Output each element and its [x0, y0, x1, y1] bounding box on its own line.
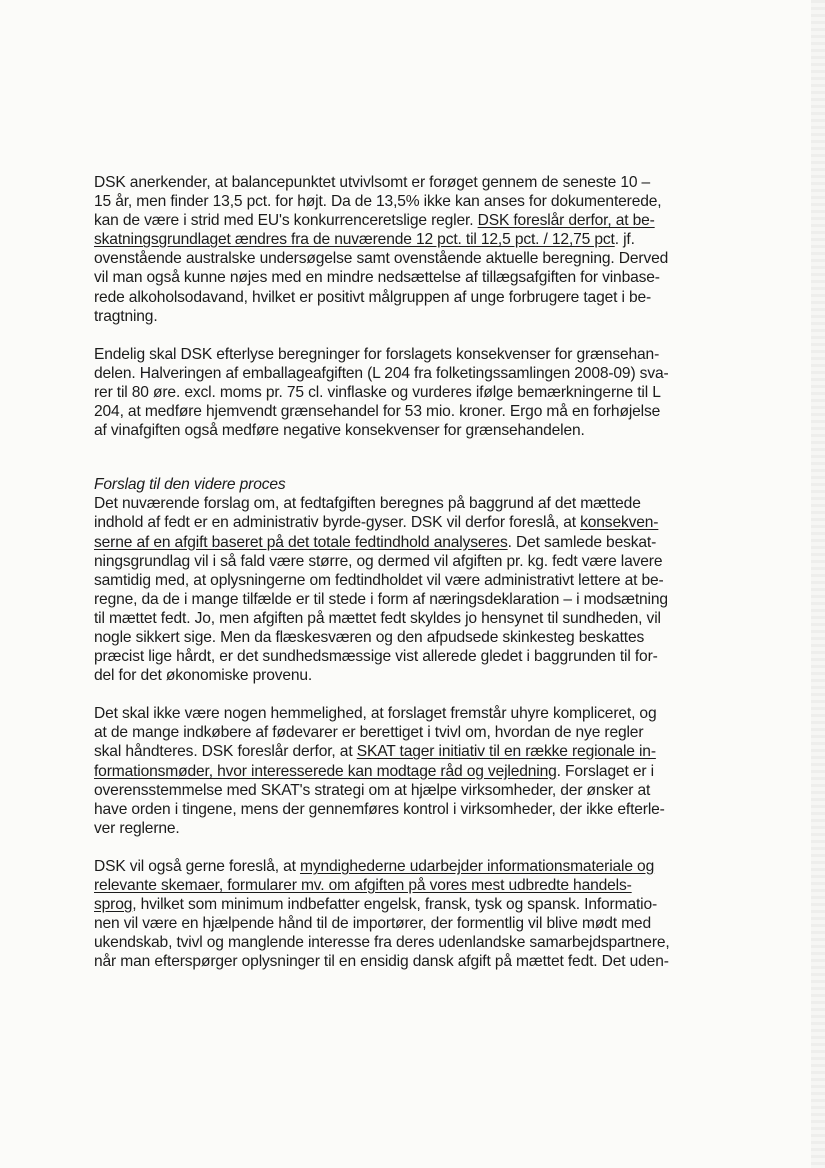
text-segment: , hvilket som minimum indbefatter engelsk, fransk, tysk og spansk. Informatio-	[132, 896, 658, 914]
text-segment: indhold af fedt er en administrativ byrde-gyser. DSK vil derfor foreslå, at	[94, 514, 581, 532]
text-segment: ningsgrundlag vil i så fald være større, og dermed vil afgiften pr. kg. fedt være lavere	[94, 552, 663, 570]
text-line	[94, 571, 689, 590]
text-segment: at de mange indkøbere af fødevarer er berettiget i tvivl om, hvordan de nye regler	[94, 724, 644, 742]
text-line	[94, 952, 689, 971]
text-segment: overensstemmelse med SKAT's strategi om at hjælpe virksomheder, der ønsker at	[94, 781, 651, 799]
text-segment: DSK anerkender, at balancepunktet utvivlsomt er forøget gennem de seneste 10 –	[94, 174, 651, 191]
text-line	[94, 666, 689, 685]
text-line	[94, 268, 689, 287]
underlined-text: SKAT tager initiativ til en række regionale in-	[356, 743, 656, 761]
text-segment: . Det samlede beskat-	[507, 533, 657, 551]
text-segment: 15 år, men finder 13,5 pct. for højt. Da de 13,5% ikke kan anses for dokumenterede,	[94, 193, 662, 211]
text-segment: Endelig skal DSK efterlyse beregninger for forslagets konsekvenser for grænsehan-	[94, 345, 660, 363]
text-segment: delen. Halveringen af emballageafgiften (L 204 fra folketingssamlingen 2008-09) sva-	[94, 364, 669, 382]
text-line	[94, 723, 689, 742]
text-segment: vil man også kunne nøjes med en mindre nedsættelse af tillægsafgiften for vinbase-	[94, 269, 660, 287]
paragraph-p4	[94, 704, 689, 838]
text-line	[94, 421, 689, 440]
underlined-text: DSK foreslår derfor, at be-	[477, 212, 655, 230]
text-line	[94, 647, 689, 666]
text-segment: Det skal ikke være nogen hemmelighed, at forslaget fremstår uhyre kompliceret, og	[94, 705, 657, 723]
text-line	[94, 914, 689, 933]
text-segment: skal håndteres. DSK foreslår derfor, at	[94, 743, 357, 761]
underlined-text: formationsmøder, hvor interesserede kan modtage råd og vejledning	[94, 762, 557, 780]
text-segment: af vinafgiften også medføre negative konsekvenser for grænsehandelen.	[94, 422, 585, 440]
text-line	[94, 628, 689, 647]
paragraph-p2	[94, 345, 689, 440]
underlined-text: relevante skemaer, formularer mv. om afgiften på vores mest udbredte handels-	[94, 877, 632, 894]
text-line	[94, 609, 689, 628]
text-line	[94, 895, 689, 914]
text-line	[94, 933, 689, 952]
text-segment: rede alkoholsodavand, hvilket er positivt målgruppen af unge forbrugere taget i be-	[94, 288, 652, 306]
text-line	[94, 590, 689, 609]
text-line	[94, 857, 689, 876]
document-body	[94, 173, 689, 990]
text-line	[94, 742, 689, 761]
text-line	[94, 402, 689, 421]
text-segment: nen vil være en hjælpende hånd til de importører, der formentlig vil blive mødt med	[94, 915, 651, 933]
text-line	[94, 345, 689, 364]
text-segment: del for det økonomiske provenu.	[94, 667, 313, 685]
text-segment: regne, da de i mange tilfælde er til stede i form af næringsdeklaration – i modsætning	[94, 590, 668, 608]
text-line	[94, 876, 689, 895]
text-segment: . Forslaget er i	[556, 762, 654, 780]
underlined-text: sprog	[94, 896, 133, 914]
text-line	[94, 800, 689, 819]
text-line	[94, 552, 689, 571]
paragraph-p1	[94, 173, 689, 326]
underlined-text: skatningsgrundlaget ændres fra de nuværende 12 pct. til 12,5 pct. / 12,75 pct	[94, 231, 615, 249]
text-segment: ver reglerne.	[94, 819, 180, 837]
text-line	[94, 249, 689, 268]
text-line	[94, 819, 689, 838]
text-line	[94, 173, 689, 192]
text-segment: ukendskab, tvivl og manglende interesse fra deres udenlandske samarbejdspartnere,	[94, 934, 670, 952]
paragraph-p3	[94, 494, 689, 685]
text-line	[94, 513, 689, 532]
text-segment: til mættet fedt. Jo, men afgiften på mættet fedt skyldes jo hensynet til sundheden, vil	[94, 609, 661, 627]
text-segment: når man efterspørger oplysninger til en ensidig dansk afgift på mættet fedt. Det uden-	[94, 953, 669, 971]
text-segment: Forslag til den videre proces	[94, 476, 286, 494]
text-segment: have orden i tingene, mens der gennemføres kontrol i virksomheder, der ikke efterle-	[94, 800, 665, 818]
text-line	[94, 475, 689, 494]
text-line	[94, 704, 689, 723]
underlined-text: konsekven-	[580, 514, 659, 532]
text-segment: rer til 80 øre. excl. moms pr. 75 cl. vinflaske og vurderes ifølge bemærkningerne til L	[94, 383, 661, 401]
text-line	[94, 494, 689, 513]
text-segment: ovenstående australske undersøgelse samt ovenstående aktuelle beregning. Derved	[94, 250, 669, 268]
text-line	[94, 762, 689, 781]
scan-edge	[811, 0, 825, 1168]
text-line	[94, 781, 689, 800]
text-line	[94, 230, 689, 249]
text-line	[94, 383, 689, 402]
text-line	[94, 192, 689, 211]
text-segment: samtidig med, at oplysningerne om fedtindholdet vil være administrativt lettere at be-	[94, 571, 664, 589]
section-heading	[94, 475, 689, 494]
text-segment: 204, at medføre hjemvendt grænsehandel for 53 mio. kroner. Ergo må en forhøjelse	[94, 403, 661, 421]
text-line	[94, 364, 689, 383]
text-line	[94, 307, 689, 326]
text-segment: præcist lige hårdt, er det sundhedsmæssige vist allerede gledet i baggrunden til for-	[94, 648, 658, 666]
text-segment: nogle sikkert sige. Men da flæskesværen og den afpudsede skinkesteg beskattes	[94, 628, 645, 646]
underlined-text: serne af en afgift baseret på det totale fedtindhold analyseres	[94, 533, 508, 551]
text-segment: kan de være i strid med EU's konkurrenceretslige regler.	[94, 212, 478, 230]
paragraph-p5	[94, 857, 689, 972]
text-segment: . jf.	[614, 231, 635, 249]
text-line	[94, 533, 689, 552]
underlined-text: myndighederne udarbejder informationsmateriale og	[299, 857, 655, 875]
text-segment: tragtning.	[94, 307, 158, 325]
text-line	[94, 288, 689, 307]
text-segment: Det nuværende forslag om, at fedtafgiften beregnes på baggrund af det mættede	[94, 495, 641, 513]
text-segment: DSK vil også gerne foreslå, at	[94, 857, 300, 875]
text-line	[94, 211, 689, 230]
